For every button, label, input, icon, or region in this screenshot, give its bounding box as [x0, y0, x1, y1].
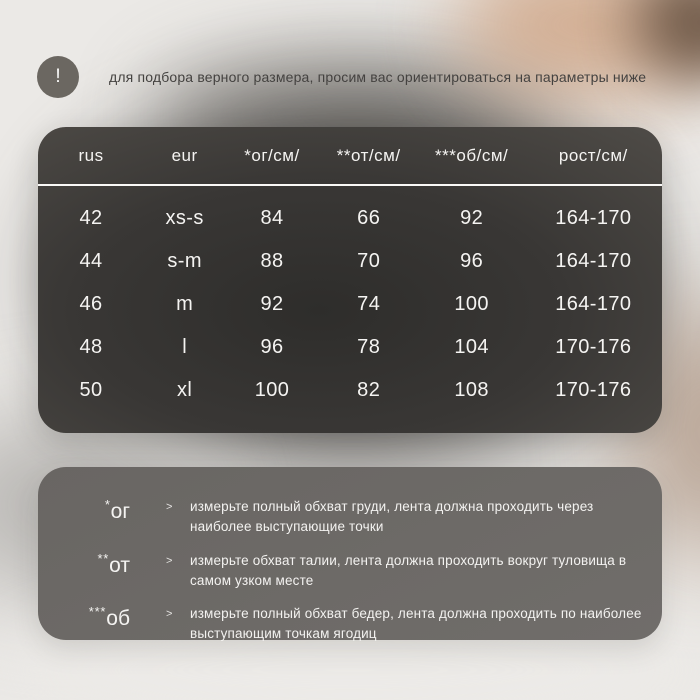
table-cell: xs-s — [165, 207, 204, 229]
table-cell: 108 — [454, 379, 489, 401]
size-table-header — [38, 127, 662, 186]
legend-description: измерьте обхват талии, лента должна проходить вокруг туловища в самом узком месте — [190, 552, 627, 588]
legend-item-ob — [38, 604, 662, 645]
table-cell: 78 — [357, 336, 381, 358]
legend-term — [38, 497, 130, 522]
table-cell: 74 — [357, 293, 381, 315]
table-cell: 88 — [260, 250, 284, 272]
table-cell: 170-176 — [555, 379, 632, 401]
legend-term-label: от — [109, 553, 130, 577]
table-cell: 96 — [260, 336, 284, 358]
header-cell-ob: ***об/см/ — [435, 145, 509, 165]
table-cell: 70 — [357, 250, 381, 272]
size-notice — [37, 56, 646, 98]
header-cell-eur: eur — [171, 145, 198, 165]
table-cell: 96 — [460, 250, 484, 272]
arrow-right-icon: > — [166, 608, 173, 620]
table-cell: 84 — [260, 207, 284, 229]
table-cell: l — [182, 336, 188, 358]
table-row — [38, 240, 662, 283]
table-cell: 46 — [79, 293, 103, 315]
table-cell: 100 — [454, 293, 489, 315]
notice-text: для подбора верного размера, просим вас ориентироваться на параметры ниже — [109, 69, 647, 85]
header-cell-og: *ог/см/ — [244, 145, 300, 165]
header-cell-rus: rus — [78, 145, 104, 165]
asterisks: *** — [88, 604, 107, 619]
legend-term-label: об — [106, 607, 130, 630]
table-cell: xl — [177, 379, 193, 401]
size-table-body — [38, 186, 662, 412]
legend-item-og — [38, 497, 662, 538]
table-row — [38, 326, 662, 369]
legend-item-ot — [38, 551, 662, 592]
table-cell: 170-176 — [555, 336, 632, 358]
legend-description: измерьте полный обхват бедер, лента должна проходить по наиболее выступающим точкам ягодиц — [190, 606, 642, 642]
table-cell: 164-170 — [555, 207, 632, 229]
header-cell-rost: рост/см/ — [558, 145, 628, 165]
table-row — [38, 369, 662, 412]
measurement-legend-panel — [38, 467, 662, 640]
asterisks: ** — [97, 550, 110, 566]
table-cell: 44 — [79, 250, 103, 272]
asterisks: * — [104, 497, 111, 512]
arrow-right-icon: > — [166, 501, 173, 513]
size-table-panel — [38, 127, 662, 433]
legend-description: измерьте полный обхват груди, лента должна проходить через наиболее выступающие точки — [190, 499, 594, 535]
table-cell: 164-170 — [555, 293, 632, 315]
arrow-right-icon: > — [166, 554, 173, 567]
table-cell: 48 — [79, 336, 103, 358]
table-cell: 82 — [357, 379, 381, 401]
exclamation-icon: ! — [37, 56, 79, 98]
table-cell: 50 — [79, 379, 103, 401]
table-cell: 92 — [460, 207, 484, 229]
table-cell: 100 — [254, 379, 290, 401]
table-row — [38, 283, 662, 326]
legend-term — [38, 604, 130, 629]
table-cell: m — [176, 293, 194, 315]
table-cell: 92 — [260, 293, 284, 315]
table-row — [38, 197, 662, 240]
table-cell: 42 — [79, 207, 103, 229]
table-cell: 104 — [454, 336, 489, 358]
legend-term — [38, 551, 130, 576]
legend-term-label: ог — [110, 500, 130, 523]
table-cell: 164-170 — [555, 250, 632, 272]
table-cell: 66 — [357, 207, 381, 229]
table-cell: s-m — [167, 250, 202, 272]
header-cell-ot: **от/см/ — [336, 145, 401, 165]
